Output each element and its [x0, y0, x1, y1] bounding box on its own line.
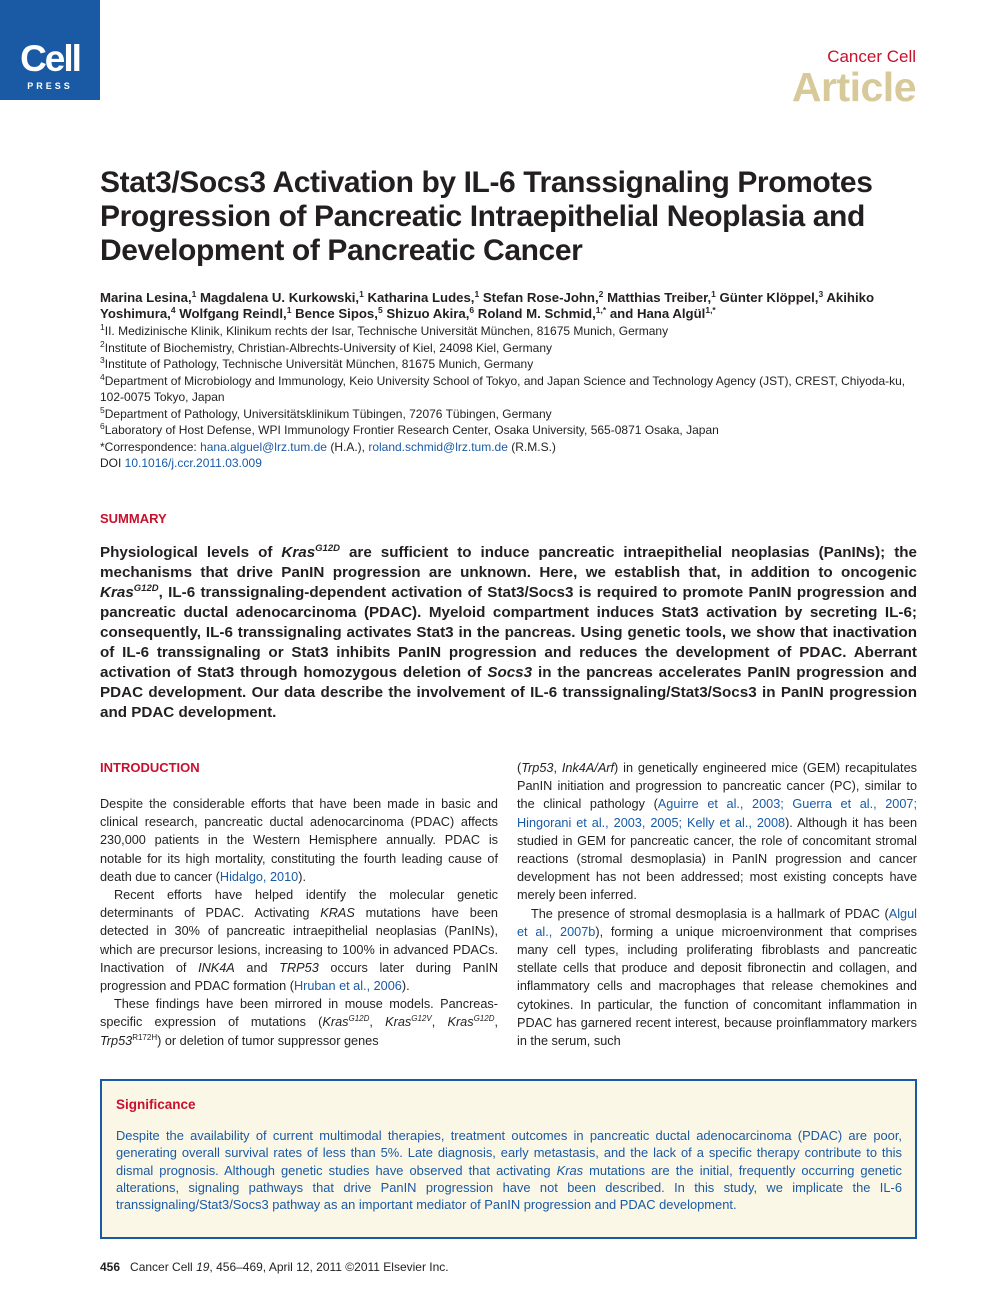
- author: Bence Sipos,$^5$: [295, 305, 383, 321]
- citation-link[interactable]: Hruban et al., 2006: [293, 979, 402, 994]
- doi-link[interactable]: 10.1016/j.ccr.2011.03.009: [124, 456, 262, 470]
- affiliation-1: $^1$II. Medizinische Klinik, Klinikum rechts der Isar, Technische Universität München, 81675 Munich, Germany: [100, 322, 669, 338]
- citation-link[interactable]: Algul et al., 2007b: [517, 906, 917, 939]
- author: Magdalena U. Kurkowski,$^1$: [200, 289, 364, 305]
- author: Shizuo Akira,$^6$: [386, 305, 475, 321]
- author: Günter Klöppel,$^3$: [719, 289, 824, 305]
- email-link-schmid[interactable]: roland.schmid@lrz.tum.de: [368, 439, 508, 454]
- journal-name: Cancer Cell: [827, 47, 916, 66]
- affiliation-2: $^2$Institute of Biochemistry, Christian-Albrechts-University of Kiel, 24098 Kiel, Germany: [100, 338, 553, 355]
- paragraph: The presence of stromal desmoplasia is a hallmark of PDAC (Algul et al., 2007b), forming a unique microenvironment that comprises many cell types, including proliferating fibroblasts and pancreatic stellate cells that produce and deposit fibronectin and collagen, and inflammatory cells and macrophages that release chemokines and cytokines. In particular, the function of concomitant inflammation in PDAC has garnered recent interest, because proinflammatory markers in the serum, such: [517, 906, 917, 1049]
- affiliation-3: $^3$Institute of Pathology, Technische Universität München, 81675 Munich, Germany: [100, 355, 534, 371]
- body-column-left: [100, 795, 498, 1050]
- author: Katharina Ludes,$^1$: [367, 289, 480, 305]
- significance-box: [100, 1079, 917, 1239]
- author: and Hana Algül$^{1,*}$: [609, 305, 716, 321]
- author: Marina Lesina,$^1$: [100, 289, 197, 305]
- logo-press-text: PRESS: [27, 81, 73, 91]
- citation-link[interactable]: Aguirre et al., 2003; Guerra et al., 2007; Hingorani et al., 2003, 2005; Kelly et al., 2008: [517, 797, 917, 830]
- author-list: [100, 290, 920, 322]
- significance-text: Despite the availability of current multimodal therapies, treatment outcomes in pancreatic ductal adenocarcinoma (PDAC) are poor, generating overall survival rates of less than 5%. Late diagnosis, early metastasis, and the lack of a specific therapy contribute to this dismal prognosis. Although genetic studies have observed that activating Kras mutations are the initial, frequently occurring genetic alterations, signaling pathways that drive PanIN progression have not been described. In this study, we implicate the IL-6 transsignaling/Stat3/Socs3 pathway as an important mediator of PanIN progression and PDAC development.: [116, 1128, 902, 1213]
- paragraph: Despite the considerable efforts that have been made in basic and clinical research, pancreatic ductal adenocarcinoma (PDAC) affects 230,000 patients in the Western Hemisphere annually. PDAC is notable for its high mortality, constituting the fourth leading cause of death due to cancer (Hidalgo, 2010).: [100, 797, 498, 884]
- page-footer: 456 Cancer Cell 19, 456–469, April 12, 2011 ©2011 Elsevier Inc.: [100, 1260, 449, 1274]
- affiliation-5: $^5$Department of Pathology, Universitätsklinikum Tübingen, 72076 Tübingen, Germany: [100, 404, 552, 421]
- paragraph: (Trp53, Ink4A/Arf) in genetically engineered mice (GEM) recapitulates PanIN initiation and progression to pancreatic cancer (PC), similar to the clinical pathology (Aguirre et al., 2003; Guerra et al., 2007; Hingorani et al., 2003, 2005; Kelly et al., 2008). Although it has been studied in GEM for pancreatic cancer, the role of concomitant stromal reactions (stromal desmoplasia) in PanIN progression and cancer development has not been addressed; most existing concepts have merely been inferred.: [517, 761, 918, 903]
- paragraph: Recent efforts have helped identify the molecular genetic determinants of PDAC. Activating KRAS mutations have been detected in 30% of pancreatic intraepithelial neoplasias (PanINs), which are precursor lesions, increasing to 100% in advanced PDACs. Inactivation of INK4A and TRP53 occurs later during PanIN progression and PDAC formation (Hruban et al., 2006).: [100, 888, 499, 994]
- correspondence: *Correspondence: hana.alguel@lrz.tum.de (H.A.), roland.schmid@lrz.tum.de (R.M.S.): [100, 439, 556, 454]
- logo-cell-text: Cell: [20, 38, 80, 79]
- cell-press-logo: [0, 0, 100, 100]
- author: Akihiko Yoshimura,$^4$: [100, 290, 875, 321]
- paper-title: Stat3/Socs3 Activation by IL-6 Transsignaling Promotes Progression of Pancreatic Intraepithelial Neoplasia and Development of Pancreatic Cancer: [100, 166, 873, 267]
- citation-link[interactable]: Hidalgo, 2010: [219, 869, 299, 884]
- summary-heading: SUMMARY: [100, 511, 167, 526]
- paragraph: These findings have been mirrored in mouse models. Pancreas-specific expression of mutations (Kras$^{G12D}$, Kras$^{G12V}$, Kras$^{G12D}$, $Trp53^{R172H}$) or deletion of tumor suppressor genes: [100, 997, 499, 1048]
- introduction-heading: INTRODUCTION: [100, 760, 200, 775]
- email-link-alguel[interactable]: hana.alguel@lrz.tum.de: [200, 439, 327, 454]
- page-number: 456: [100, 1260, 121, 1274]
- affiliations: [100, 323, 920, 472]
- author: Matthias Treiber,$^1$: [607, 289, 716, 305]
- affiliation-6: $^6$Laboratory of Host Defense, WPI Immunology Frontier Research Center, Osaka University, 565-0871 Osaka, Japan: [100, 421, 719, 437]
- article-type: Article: [791, 64, 916, 110]
- author: Wolfgang Reindl,$^1$: [179, 305, 292, 321]
- doi: DOI 10.1016/j.ccr.2011.03.009: [100, 456, 262, 470]
- summary-text: Physiological levels of Kras$^{G12D}$ are sufficient to induce pancreatic intraepithelial neoplasias (PanINs); the mechanisms that drive PanIN progression are unknown. Here, we establish that, in addition to oncogenic Kras$^{G12D}$, IL-6 transsignaling-dependent activation of Stat3/Socs3 is required to promote PanIN progression and pancreatic ductal adenocarcinoma (PDAC). Myeloid compartment induces Stat3 activation by secreting IL-6; consequently, IL-6 transsignaling activates Stat3 in the pancreas. Using genetic tools, we show that inactivation of IL-6 transsignaling or Stat3 inhibits PanIN progression and reduces the development of PDAC. Aberrant activation of Stat3 through homozygous deletion of Socs3 in the pancreas accelerates PanIN progression and PDAC development. Our data describe the involvement of IL-6 transsignaling/Stat3/Socs3 in PanIN progression and PDAC development.: [100, 543, 917, 721]
- author: Stefan Rose-John,$^2$: [482, 289, 604, 305]
- author: Roland M. Schmid,$^{1,*}$: [477, 305, 607, 321]
- body-column-right: [517, 759, 917, 1050]
- significance-heading: Significance: [116, 1097, 196, 1112]
- affiliation-4: $^4$Department of Microbiology and Immunology, Keio University School of Tokyo, and Japan Science and Technology Agency (JST), CREST, Chiyoda-ku, 102-0075 Tokyo, Japan: [100, 371, 906, 404]
